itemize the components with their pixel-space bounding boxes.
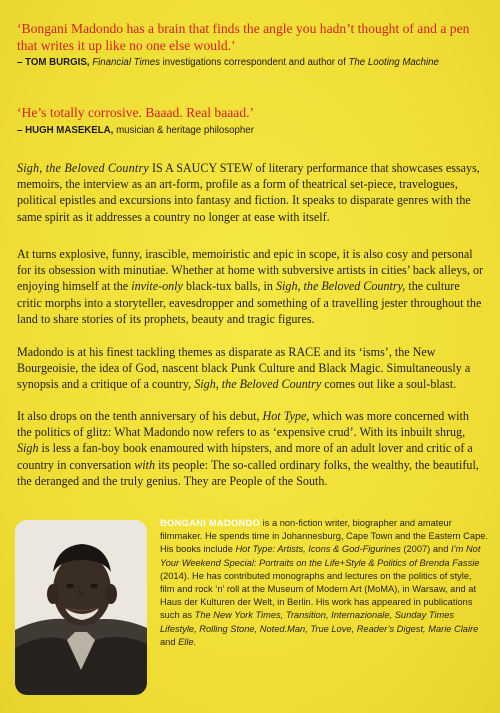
- quote-1-book: The Looting Machine: [348, 57, 439, 68]
- author-bio-text-c: (2014). He has contributed monographs and lectures on the politics of style, film and rock ‘n’ roll at the Museum of Modern Art (MoMA), in Warsaw, and at Haus der Kulturen der Welt, in Berlin. His work has appeared in publications such as: [160, 570, 477, 621]
- paragraph-intro: [17, 160, 485, 225]
- author-book-1: Hot Type: Artists, Icons & God-Figurines: [235, 544, 401, 555]
- author-bio-text-a: is a non-fiction writer, biographer and amateur filmmaker. He spends time in Johannesburg, Cape Town and the Eastern Cape. His books include: [160, 518, 488, 555]
- paragraph-scope-text-b: black-tux balls, in: [185, 279, 273, 294]
- paragraph-themes-em-1: Sigh, the Beloved Country: [194, 377, 322, 392]
- paragraph-anniversary-em-1: Hot Type,: [262, 409, 310, 423]
- paragraph-anniversary-text-c: is less a fan-boy book enamoured with hipsters, and more of an adult lover and critic of a country in conversation: [17, 441, 473, 472]
- author-publication-last: Elle.: [178, 636, 197, 647]
- paragraph-scope-em-1: invite-only: [131, 279, 183, 294]
- quote-2-attribution: [17, 125, 489, 137]
- author-bio-text-b: (2007) and: [403, 544, 449, 555]
- quote-2: ‘He’s totally corrosive. Baaad. Real baaad.’: [17, 105, 255, 120]
- author-photo: [15, 520, 147, 695]
- paragraph-themes: [17, 344, 485, 393]
- quote-1-attribution: [17, 57, 489, 69]
- paragraph-themes-text-b: comes out like a soul-blast.: [324, 377, 457, 392]
- lead-caps: IS A SAUCY STEW: [152, 161, 253, 175]
- author-name: BONGANI MADONDO: [160, 518, 261, 528]
- paragraph-scope-text-c: the culture critic morphs into a storyteller, eavesdropper and something of a travelling jester throughout the land to share stories of its prophets, beauty and tragic figures.: [17, 279, 482, 326]
- paragraph-anniversary-text-a: It also drops on the tenth anniversary of his debut,: [17, 409, 260, 423]
- paragraph-intro-text: of literary performance that showcases essays, memoirs, the interview as an art-form, profile as a form of theatrical set-piece, travelogues, political epistles and excursions into fantasy and fiction. It speaks to disparate genres with the same spirit as it addresses a country no longer at ease with itself.: [17, 161, 480, 224]
- quote-2-author: – HUGH MASEKELA,: [17, 125, 114, 136]
- paragraph-anniversary-text-d: its people: The so-called ordinary folks, the wealthy, the beautiful, the deranged and the truly genius. They are People of the South.: [17, 457, 479, 488]
- quote-1-publication: Financial Times: [92, 57, 160, 68]
- paragraph-scope: [17, 246, 485, 327]
- paragraph-anniversary-text-b: which was more concerned with the politics of glitz: What Madondo now refers to as ‘expensive crud’. With its inbuilt shrug,: [17, 409, 469, 440]
- paragraph-themes-text-a: Madondo is at his finest tackling themes as disparate as RACE and its ‘isms’, the New Bourgeoisie, the idea of God, nascent black Punk Culture and Black Magic. Simultaneously a synopsis and a critique of a country,: [17, 345, 471, 392]
- book-title: Sigh, the Beloved Country: [17, 161, 149, 175]
- paragraph-scope-text-a: At turns explosive, funny, irascible, memoiristic and epic in scope, it is also cosy and personal for its obsession with minutiae. Whether at home with subversive artists in cities’ back alleys, or enjoying himself at the: [17, 247, 484, 294]
- quote-1: ‘Bongani Madondo has a brain that finds the angle you hadn’t thought of and a pen that writes it up like no one else would.’: [17, 21, 470, 53]
- author-book-2: I’m Not Your Weekend Special: Portraits on the Life+Style & Politics of Brenda Fassie: [160, 544, 481, 568]
- paragraph-anniversary: [17, 408, 485, 489]
- paragraph-anniversary-em-2: Sigh: [17, 441, 39, 456]
- quote-1-author: – TOM BURGIS,: [17, 57, 90, 68]
- author-bio-and: and: [160, 636, 176, 647]
- author-bio: [160, 517, 488, 649]
- paragraph-scope-em-2: Sigh, the Beloved Country,: [275, 279, 406, 294]
- quote-1-role: investigations correspondent and author of: [162, 57, 346, 68]
- author-publications: The New York Times, Transition, Internazionale, Sunday Times Lifestyle, Rolling Stone, Noted.Man, True Love, Reader’s Digest, Marie Claire: [160, 610, 479, 634]
- paragraph-anniversary-em-3: with: [134, 457, 156, 472]
- quote-2-role: musician & heritage philosopher: [116, 125, 254, 136]
- author-portrait-image: [15, 520, 147, 695]
